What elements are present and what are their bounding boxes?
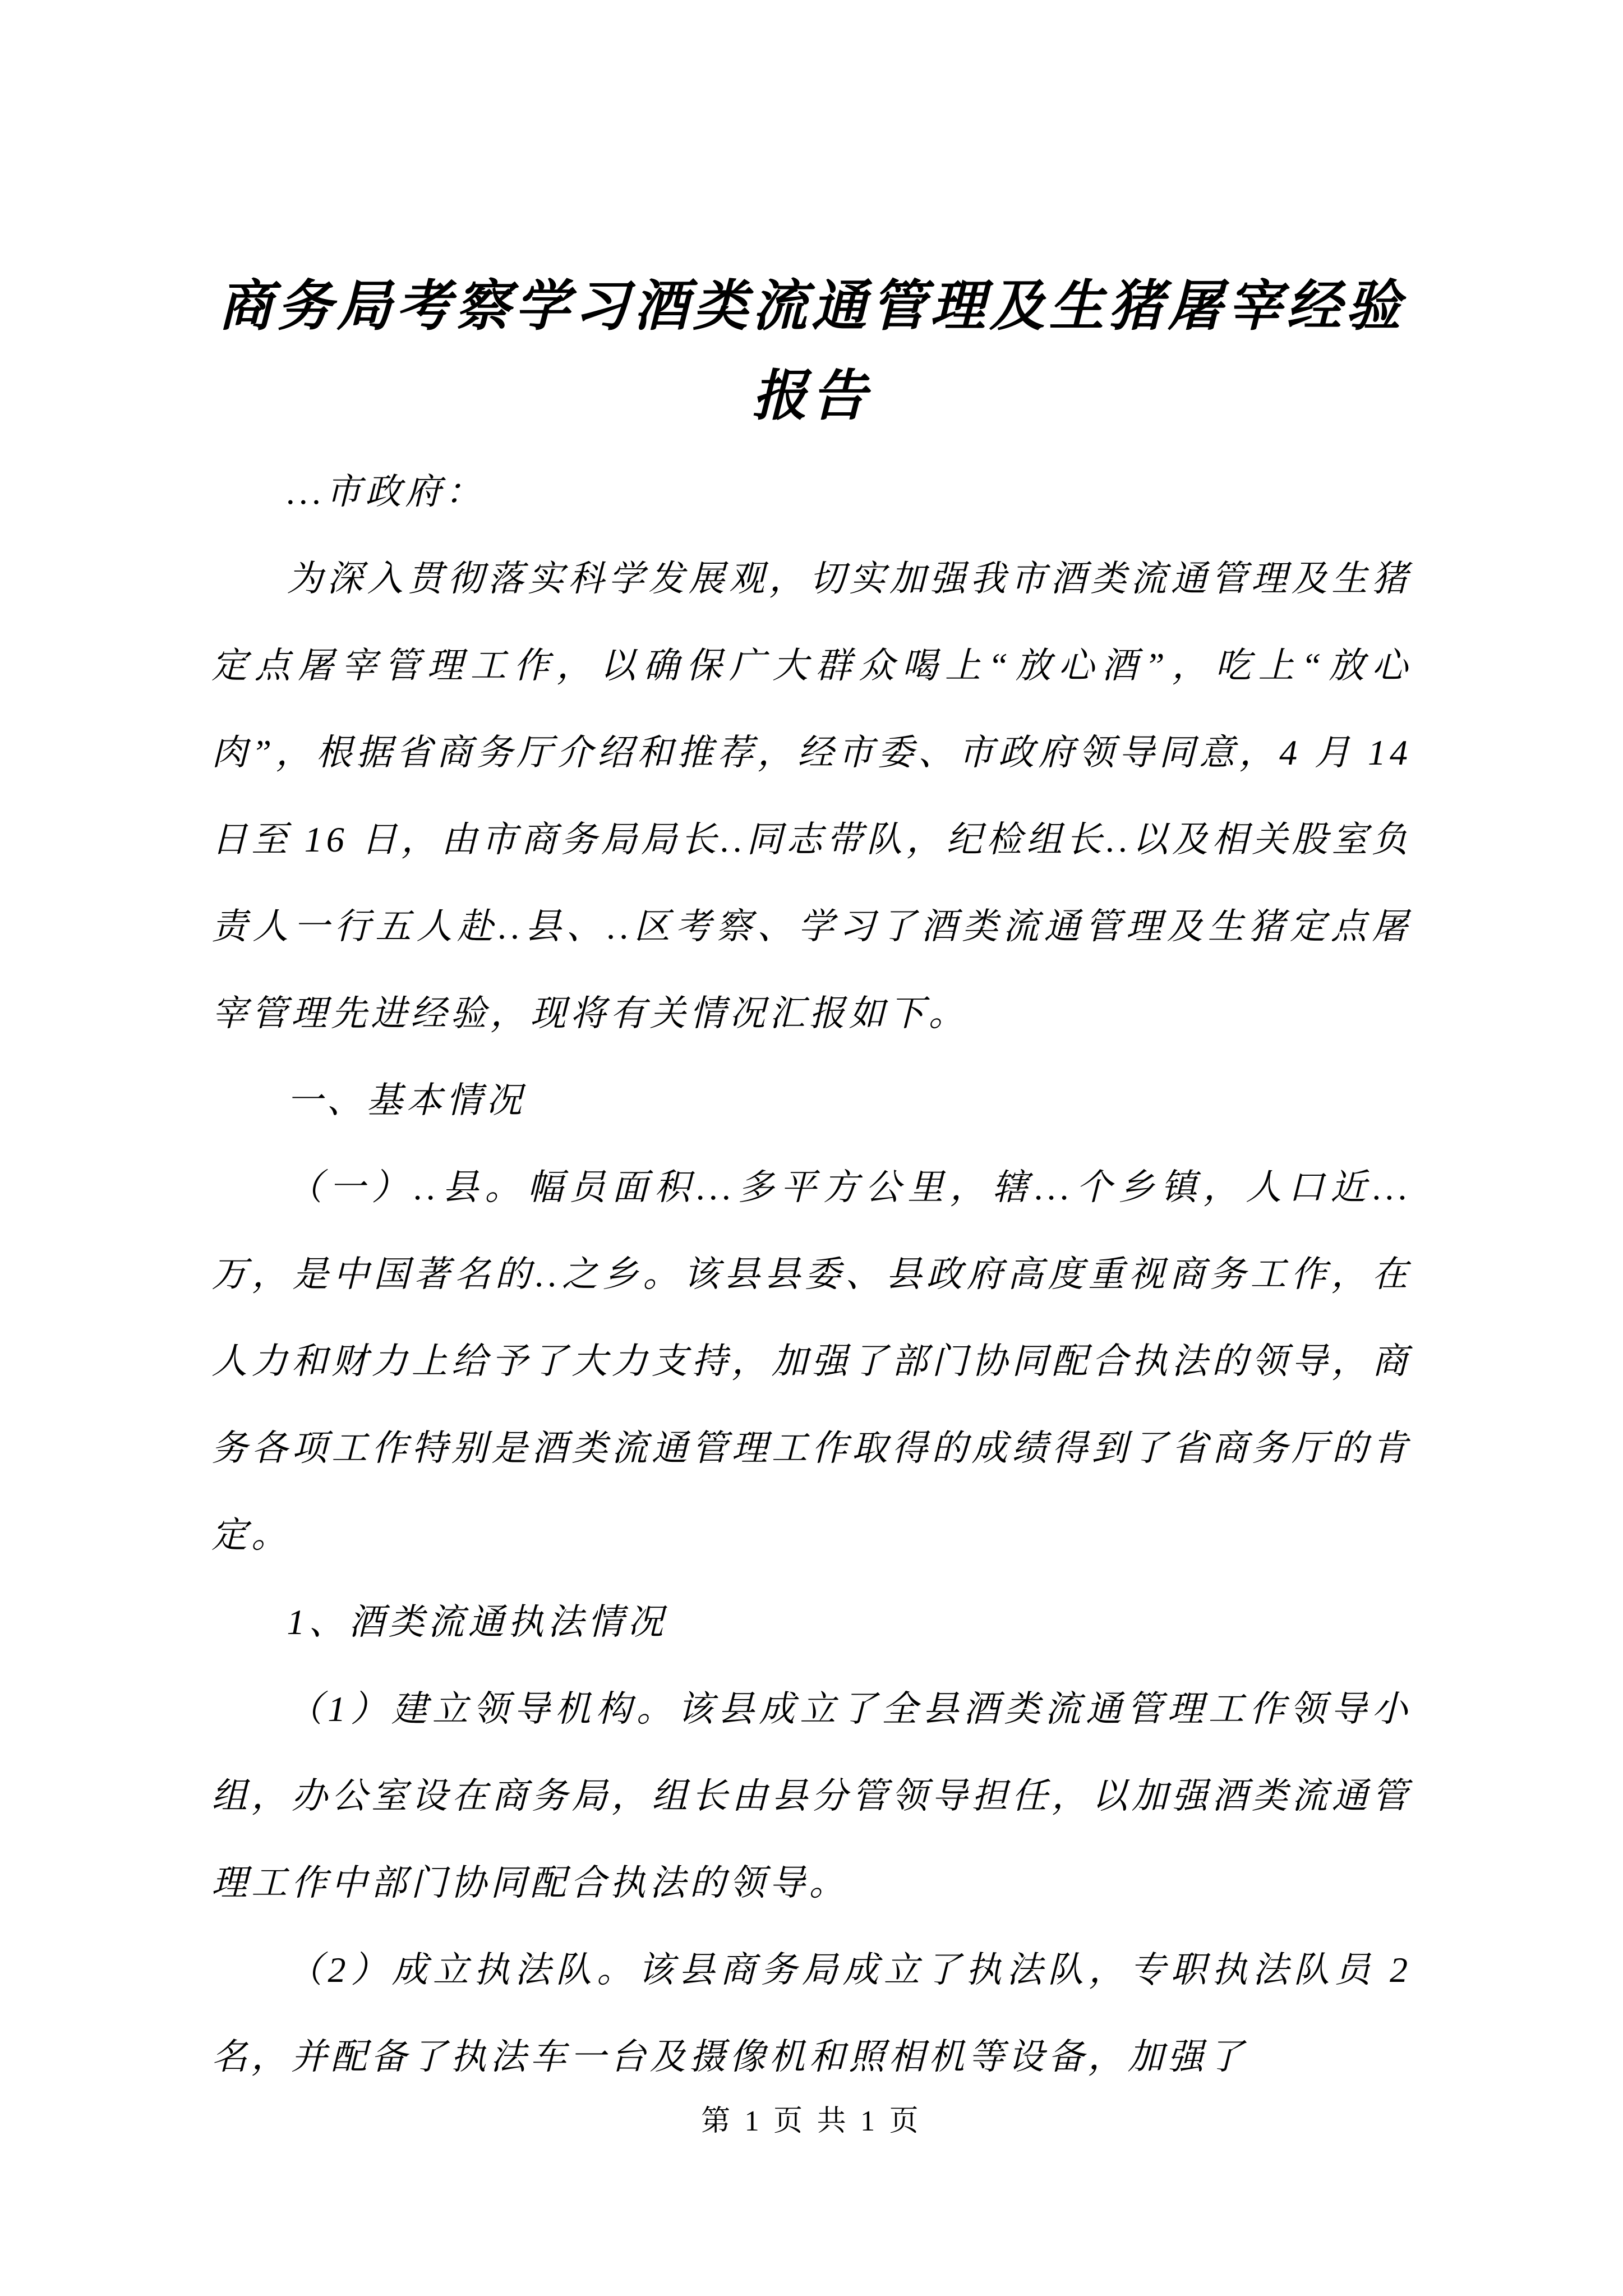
county-overview-paragraph: （一）..县。幅员面积...多平方公里，辖...个乡镇，人口近...万，是中国著名的..之乡。该县县委、县政府高度重视商务工作，在人力和财力上给予了大力支持，加强了部门协同配合执法的领导，商务各项工作特别是酒类流通管理工作取得的成绩得到了省商务厅的肯定。 (211, 1167, 1412, 1556)
section-heading-basic-info: 一、基本情况 (287, 1080, 526, 1121)
enforcement-team-paragraph: （2）成立执法队。该县商务局成立了执法队，专职执法队员 2 名，并配备了执法车一台及摄像机和照相机等设备，加强了 (211, 1950, 1412, 2077)
leading-group-paragraph: （1）建立领导机构。该县成立了全县酒类流通管理工作领导小组，办公室设在商务局，组长由县分管领导担任，以加强酒类流通管理工作中部门协同配合执法的领导。 (211, 1689, 1412, 1903)
salutation-line: ...市政府： (287, 472, 485, 512)
page-number-footer: 第 1 页 共 1 页 (701, 2105, 922, 2137)
intro-paragraph: 为深入贯彻落实科学发展观，切实加强我市酒类流通管理及生猪定点屠宰管理工作，以确保广大群众喝上“放心酒”，吃上“放心肉”，根据省商务厅介绍和推荐，经市委、市政府领导同意，4 月 14 日至 16 日，由市商务局局长..同志带队，纪检组长..以及相关股室负责人一行五人赴..县、..区考察、学习了酒类流通管理及生猪定点屠宰管理先进经验，现将有关情况汇报如下。 (211, 559, 1412, 1034)
section-heading-liquor-enforcement: 1、酒类流通执法情况 (287, 1602, 667, 1642)
document-title: 商务局考察学习酒类流通管理及生猪屠宰经验报告 (218, 277, 1405, 427)
document-body (211, 448, 1412, 2100)
